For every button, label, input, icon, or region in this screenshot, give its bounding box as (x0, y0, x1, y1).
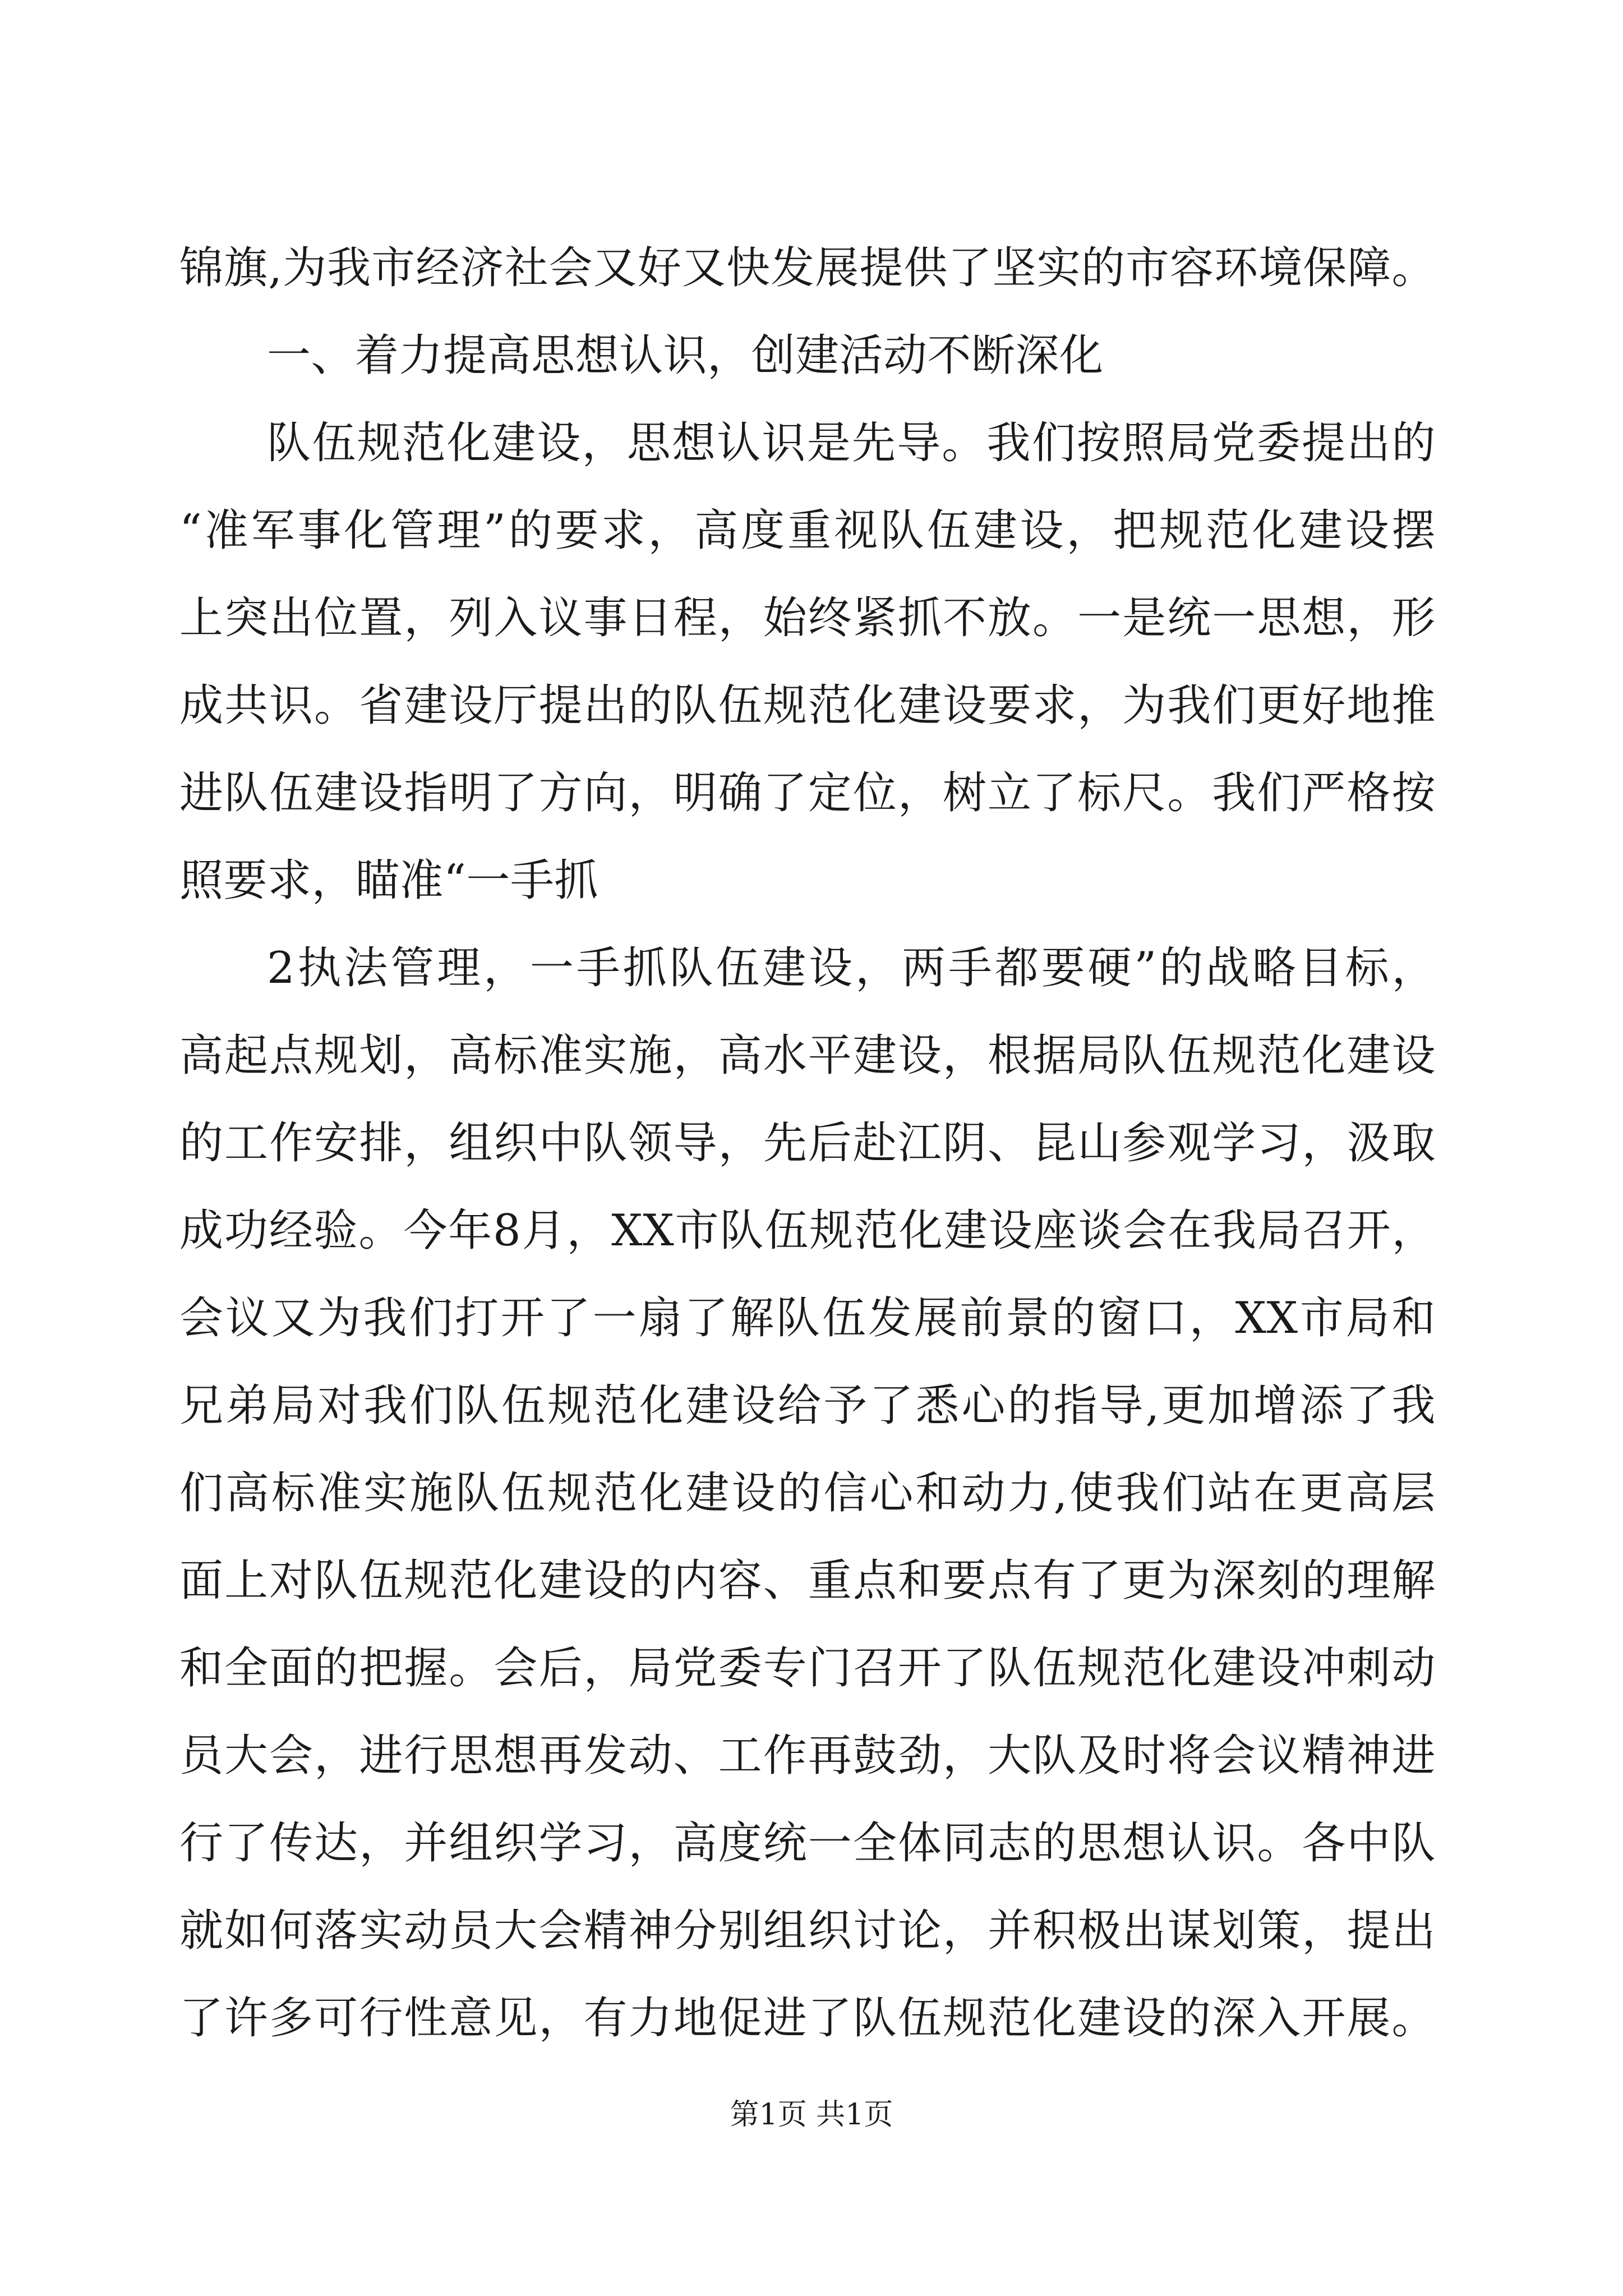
section-heading: 一、着力提高思想认识，创建活动不断深化 (267, 330, 1104, 381)
text-line: 就如何落实动员大会精神分别组织讨论，并积极出谋划策，提出 (179, 1906, 1436, 1956)
text-line: 会议又为我们打开了一扇了解队伍发展前景的窗口，XX市局和 (179, 1293, 1436, 1343)
text-line: 照要求，瞄准“一手抓 (179, 855, 598, 906)
body-text (179, 224, 1436, 2062)
text-line: 了许多可行性意见，有力地促进了队伍规范化建设的深入开展。 (179, 1993, 1436, 2044)
text-line: “准军事化管理”的要求，高度重视队伍建设，把规范化建设摆 (179, 505, 1436, 556)
text-line: 进队伍建设指明了方向，明确了定位，树立了标尺。我们严格按 (179, 768, 1436, 818)
text-line: 上突出位置，列入议事日程，始终紧抓不放。一是统一思想，形 (179, 593, 1436, 643)
text-line: 的工作安排，组织中队领导，先后赴江阴、昆山参观学习，汲取 (179, 1118, 1436, 1168)
text-line: 高起点规划，高标准实施，高水平建设，根据局队伍规范化建设 (179, 1030, 1436, 1081)
text-line: 成功经验。今年8月，XX市队伍规范化建设座谈会在我局召开， (179, 1205, 1436, 1256)
text-line: 2执法管理，一手抓队伍建设，两手都要硬”的战略目标， (267, 943, 1436, 993)
text-line: 兄弟局对我们队伍规范化建设给予了悉心的指导,更加增添了我 (179, 1381, 1436, 1431)
text-line: 和全面的把握。会后，局党委专门召开了队伍规范化建设冲刺动 (179, 1643, 1436, 1694)
text-line: 员大会，进行思想再发动、工作再鼓劲，大队及时将会议精神进 (179, 1731, 1436, 1781)
text-line: 面上对队伍规范化建设的内容、重点和要点有了更为深刻的理解 (179, 1556, 1436, 1606)
page-footer (0, 2095, 1623, 2134)
text-line: 行了传达，并组织学习，高度统一全体同志的思想认识。各中队 (179, 1818, 1436, 1869)
text-line: 们高标准实施队伍规范化建设的信心和动力,使我们站在更高层 (179, 1468, 1436, 1519)
page-number: 第1页 共1页 (730, 2098, 893, 2132)
text-line: 成共识。省建设厅提出的队伍规范化建设要求，为我们更好地推 (179, 680, 1436, 731)
text-line: 锦旗,为我市经济社会又好又快发展提供了坚实的市容环境保障。 (179, 243, 1436, 293)
text-line: 队伍规范化建设，思想认识是先导。我们按照局党委提出的 (267, 418, 1436, 468)
